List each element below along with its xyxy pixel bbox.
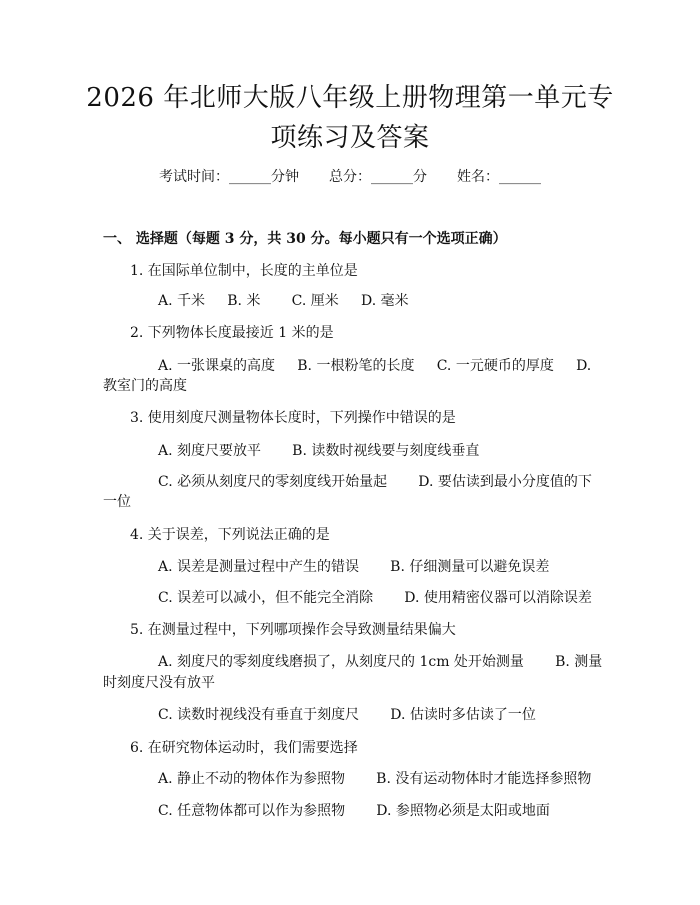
- question-6-options-row-2: C. 任意物体都可以作为参照物 D. 参照物必须是太阳或地面: [158, 803, 550, 819]
- question-2-options: A. 一张课桌的高度 B. 一根粉笔的长度 C. 一元硬币的厚度 D.: [158, 358, 592, 374]
- question-5-options-wrap: 时刻度尺没有放平: [103, 675, 215, 691]
- question-3-options-row-1: A. 刻度尺要放平 B. 读数时视线要与刻度线垂直: [158, 443, 480, 459]
- question-3-options-row-2: C. 必须从刻度尺的零刻度线开始量起 D. 要估读到最小分度值的下: [158, 474, 592, 490]
- question-4-options-row-2: C. 误差可以减小，但不能完全消除 D. 使用精密仪器可以消除误差: [158, 590, 592, 606]
- question-2-stem: 2. 下列物体长度最接近 1 米的是: [130, 325, 334, 341]
- question-6-options-row-1: A. 静止不动的物体作为参照物 B. 没有运动物体时才能选择参照物: [158, 771, 592, 787]
- document-title-line-1: 2026 年北师大版八年级上册物理第一单元专: [86, 83, 614, 113]
- question-4-options-row-1: A. 误差是测量过程中产生的错误 B. 仔细测量可以避免误差: [158, 559, 550, 575]
- section-heading-multiple-choice: 一、 选择题（每题 3 分，共 30 分。每小题只有一个选项正确）: [103, 231, 507, 247]
- total-score-label: 总分：______分: [329, 169, 427, 185]
- student-name-label: 姓名：______: [457, 169, 541, 185]
- question-6-stem: 6. 在研究物体运动时，我们需要选择: [130, 740, 358, 756]
- question-5-stem: 5. 在测量过程中，下列哪项操作会导致测量结果偏大: [130, 622, 456, 638]
- question-2-options-wrap: 教室门的高度: [103, 378, 187, 394]
- question-3-stem: 3. 使用刻度尺测量物体长度时，下列操作中错误的是: [130, 410, 456, 426]
- question-1-options: A. 千米 B. 米 C. 厘米 D. 毫米: [158, 293, 409, 309]
- question-4-stem: 4. 关于误差，下列说法正确的是: [130, 527, 330, 543]
- exam-time-label: 考试时间：______分钟: [159, 169, 299, 185]
- exam-meta: [0, 166, 700, 188]
- question-3-options-wrap: 一位: [103, 494, 131, 510]
- document-title-line-2: 项练习及答案: [270, 123, 430, 153]
- question-5-options-row-2: C. 读数时视线没有垂直于刻度尺 D. 估读时多估读了一位: [158, 707, 536, 723]
- question-1-stem: 1. 在国际单位制中，长度的主单位是: [130, 263, 358, 279]
- question-5-options-row-1: A. 刻度尺的零刻度线磨损了，从刻度尺的 1cm 处开始测量 B. 测量: [158, 654, 603, 670]
